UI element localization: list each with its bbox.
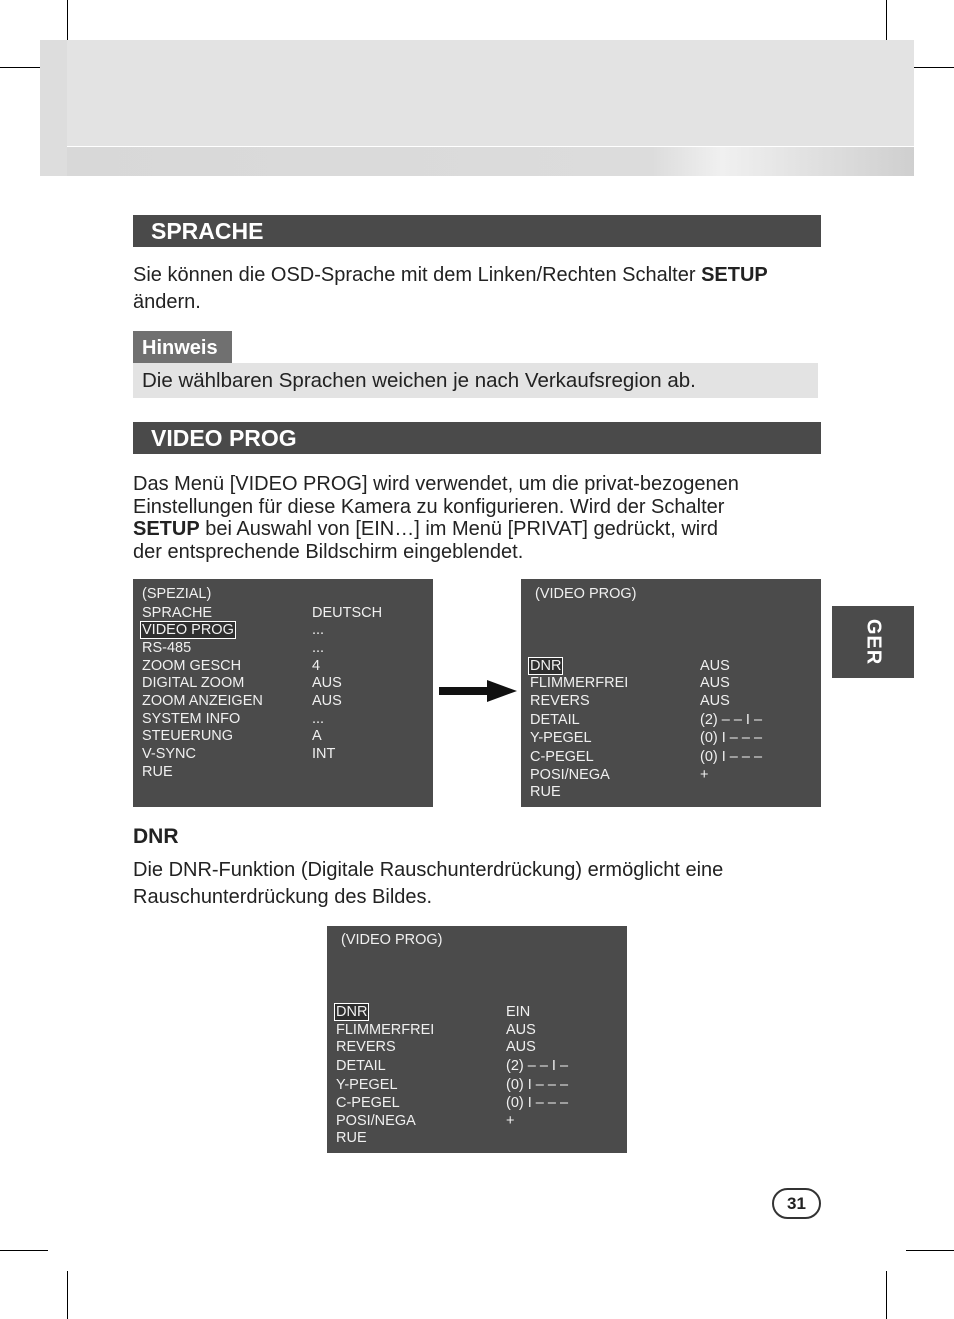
video-prog-line: Das Menü [VIDEO PROG] wird verwendet, um die privat-bezogenen — [133, 473, 739, 495]
osd-label-selected — [336, 1003, 369, 1021]
section-heading-video-prog: VIDEO PROG — [133, 422, 821, 454]
language-tab — [832, 606, 914, 678]
osd-value: AUS — [700, 693, 730, 709]
osd-selected-item: DNR — [336, 1004, 368, 1020]
osd-value: (0) I – – – — [700, 749, 763, 765]
osd-label: SYSTEM INFO — [142, 711, 241, 727]
video-prog-paragraph — [133, 473, 823, 563]
osd-value: (0) I – – – — [700, 730, 763, 746]
osd-value: ... — [312, 622, 325, 638]
osd-label: DIGITAL ZOOM — [142, 675, 245, 691]
osd-label: POSI/NEGA — [530, 767, 610, 783]
crop-mark — [0, 1250, 48, 1251]
osd-label: POSI/NEGA — [336, 1113, 416, 1129]
hint-text: Die wählbaren Sprachen weichen je nach Verkaufsregion ab. — [133, 363, 818, 398]
section-heading-sprache: SPRACHE — [133, 215, 821, 247]
osd-label: STEUERUNG — [142, 728, 234, 744]
header-edge — [40, 40, 67, 176]
dnr-heading: DNR — [133, 825, 179, 848]
osd-label: FLIMMERFREI — [530, 675, 629, 691]
osd-value: ... — [312, 711, 325, 727]
osd-value: + — [700, 767, 709, 783]
video-prog-line: der entsprechende Bildschirm eingeblendet. — [133, 540, 524, 563]
page-number: 31 — [772, 1188, 821, 1219]
video-prog-line — [133, 518, 823, 541]
osd-label: RUE — [142, 764, 173, 780]
sprache-paragraph — [133, 262, 823, 316]
osd-value: (0) I – – – — [506, 1077, 569, 1093]
osd-label: ZOOM ANZEIGEN — [142, 693, 263, 709]
osd-value: AUS — [506, 1039, 536, 1055]
osd-label: Y-PEGEL — [530, 730, 592, 746]
osd-label: ZOOM GESCH — [142, 658, 242, 674]
osd-label: REVERS — [336, 1039, 396, 1055]
language-tab-label: GER — [862, 618, 885, 666]
osd-value: INT — [312, 746, 336, 762]
dnr-line: Rauschunterdrückung des Bildes. — [133, 886, 433, 908]
osd-label: SPRACHE — [142, 605, 213, 621]
dnr-paragraph — [133, 857, 823, 911]
dnr-line: Die DNR-Funktion (Digitale Rauschunterdrückung) ermöglicht eine — [133, 859, 724, 881]
crop-mark — [886, 1271, 887, 1319]
osd-selected-item: VIDEO PROG — [142, 622, 234, 638]
osd-value: 4 — [312, 658, 321, 674]
setup-bold: SETUP — [133, 518, 200, 540]
osd-value: AUS — [700, 675, 730, 691]
video-prog-line: Einstellungen für diese Kamera zu konfigurieren. Wird der Schalter — [133, 495, 725, 518]
hint-label: Hinweis — [133, 331, 232, 363]
osd-screen-spezial — [133, 579, 433, 807]
setup-bold: SETUP — [701, 264, 768, 286]
arrow-right-icon — [439, 680, 517, 702]
sprache-text-end: ändern. — [133, 291, 201, 313]
osd-value: (0) I – – – — [506, 1095, 569, 1111]
osd-label: RUE — [336, 1130, 367, 1146]
osd-label-selected — [142, 621, 236, 639]
osd-value: ... — [312, 640, 325, 656]
osd-title: (SPEZIAL) — [142, 586, 212, 602]
osd-label: RUE — [530, 784, 561, 800]
osd-title: (VIDEO PROG) — [341, 932, 443, 948]
header-stripe — [40, 147, 914, 176]
osd-value: (2) – – I – — [700, 712, 763, 728]
osd-label: DETAIL — [530, 712, 580, 728]
header-band — [40, 40, 914, 146]
osd-screen-video-prog — [521, 579, 821, 807]
osd-value: DEUTSCH — [312, 605, 383, 621]
osd-label: REVERS — [530, 693, 590, 709]
osd-title: (VIDEO PROG) — [535, 586, 637, 602]
osd-label: DETAIL — [336, 1058, 386, 1074]
osd-value: AUS — [700, 658, 730, 674]
osd-label: Y-PEGEL — [336, 1077, 398, 1093]
crop-mark — [906, 1250, 954, 1251]
osd-label: V-SYNC — [142, 746, 196, 762]
video-prog-line-rest: bei Auswahl von [EIN…] im Menü [PRIVAT] gedrückt, wird — [199, 518, 719, 540]
osd-value: EIN — [506, 1004, 531, 1020]
osd-screen-dnr — [327, 926, 627, 1153]
osd-label: RS-485 — [142, 640, 192, 656]
osd-label: C-PEGEL — [336, 1095, 400, 1111]
crop-mark — [67, 1271, 68, 1319]
osd-value: A — [312, 728, 322, 744]
osd-value: AUS — [506, 1022, 536, 1038]
sprache-text: Sie können die OSD-Sprache mit dem Linken/Rechten Schalter — [133, 264, 702, 286]
osd-label-selected — [530, 657, 563, 675]
osd-value: AUS — [312, 693, 342, 709]
osd-value: AUS — [312, 675, 342, 691]
osd-label: FLIMMERFREI — [336, 1022, 435, 1038]
osd-label: C-PEGEL — [530, 749, 594, 765]
osd-selected-item: DNR — [530, 658, 562, 674]
osd-value: (2) – – I – — [506, 1058, 569, 1074]
osd-value: + — [506, 1113, 515, 1129]
